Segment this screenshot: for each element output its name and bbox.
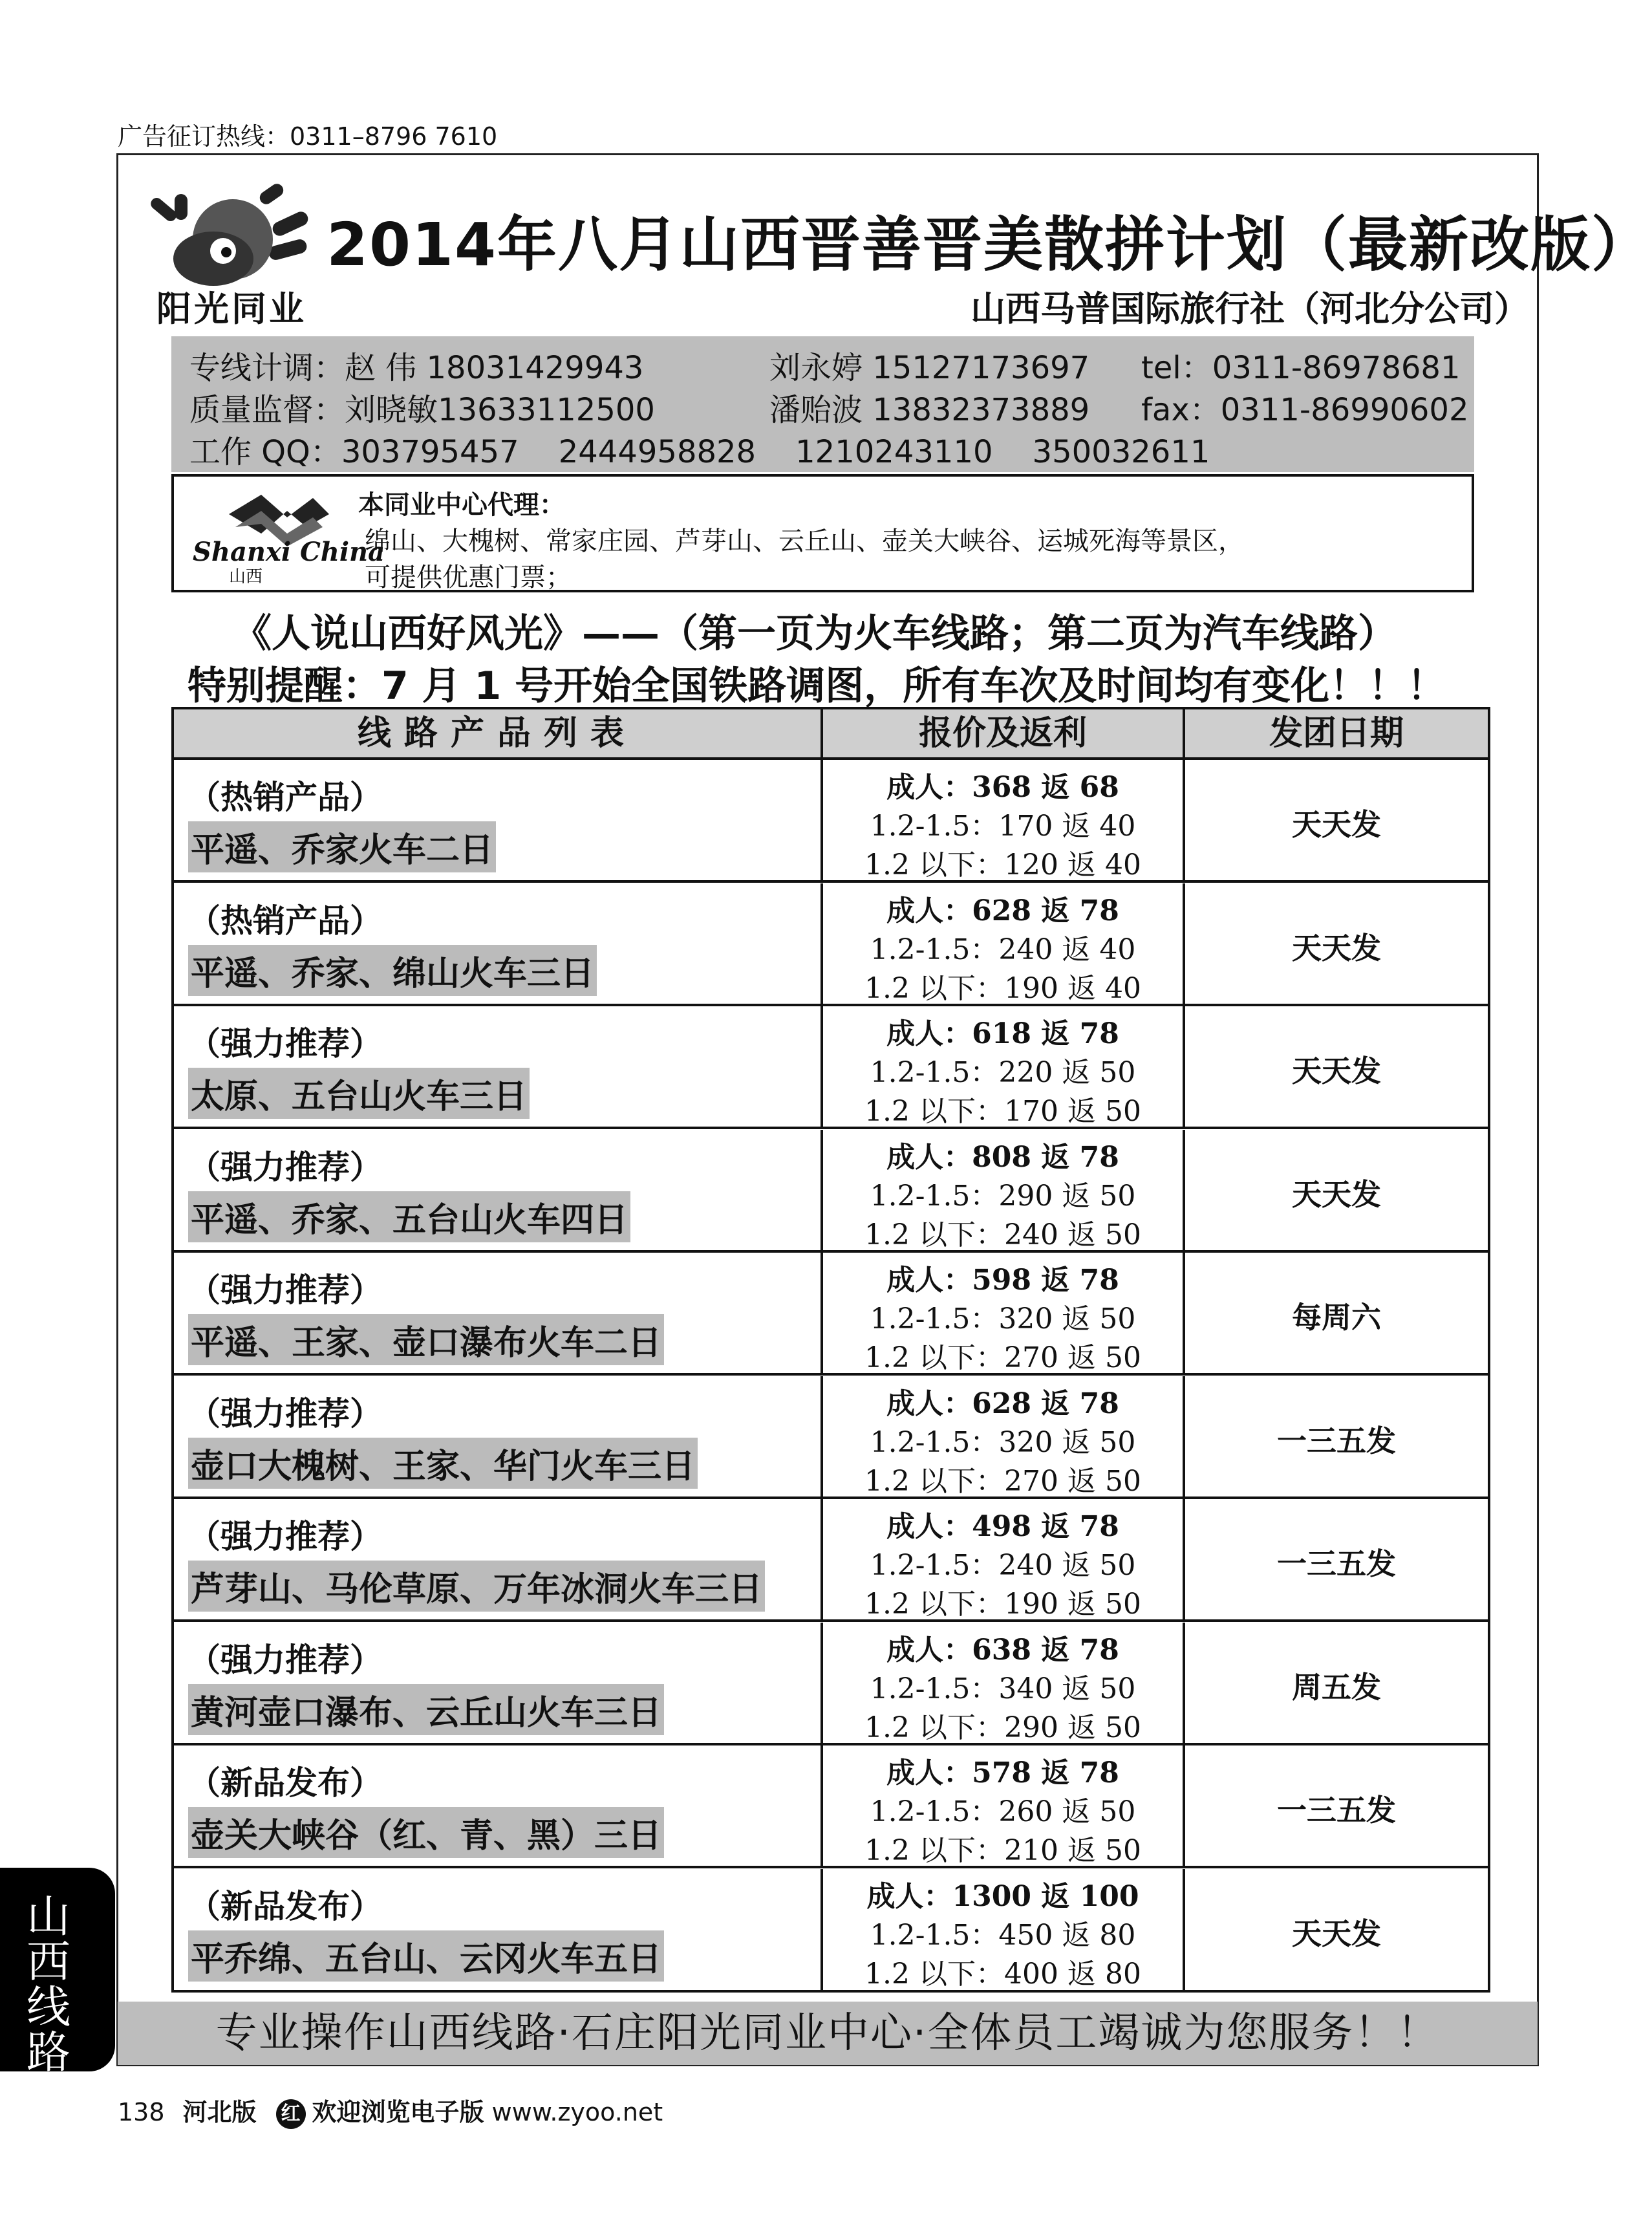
- infant-price: 1.2 以下：120 返 40: [864, 848, 1141, 881]
- route-name: 芦芽山、马伦草原、万年冰洞火车三日: [188, 1561, 765, 1612]
- child-price: 1.2-1.5：320 返 50: [870, 1425, 1136, 1459]
- route-tag: （强力推荐）: [188, 1271, 382, 1309]
- adult-price: 成人：578 返 78: [886, 1756, 1119, 1789]
- agent-heading: 本同业中心代理：: [358, 490, 565, 520]
- route-tag: （强力推荐）: [188, 1518, 382, 1555]
- page-footer: [118, 2092, 663, 2129]
- departure-schedule: 一三五发: [1277, 1423, 1396, 1458]
- shanxi-china-logo-icon: [190, 488, 385, 587]
- route-cell: [174, 883, 821, 1004]
- route-name: 平遥、王家、壶口瀑布火车二日: [188, 1314, 664, 1365]
- adult-price: 成人：638 返 78: [886, 1633, 1119, 1667]
- route-name: 平遥、乔家、五台山火车四日: [188, 1191, 630, 1242]
- welcome-text: 欢迎浏览电子版: [312, 2098, 484, 2126]
- route-cell: [174, 1869, 821, 1992]
- price-cell: [821, 1253, 1183, 1373]
- route-tag: （强力推荐）: [188, 1148, 382, 1186]
- infant-price: 1.2 以下：270 返 50: [864, 1464, 1141, 1498]
- contact-line2-a: 质量监督：刘晓敏13633112500: [189, 392, 655, 428]
- table-row: [174, 1130, 1488, 1253]
- departure-schedule: 天天发: [1292, 930, 1381, 966]
- contact-line1-b: 刘永婷 15127173697: [769, 350, 1090, 386]
- price-cell: [821, 1006, 1183, 1127]
- adult-price: 成人：628 返 78: [886, 894, 1119, 927]
- agent-ticket-note: 可提供优惠门票；: [365, 563, 572, 592]
- infant-price: 1.2 以下：290 返 50: [864, 1711, 1141, 1744]
- adult-price: 成人：628 返 78: [886, 1387, 1119, 1420]
- infant-price: 1.2 以下：170 返 50: [864, 1095, 1141, 1128]
- departure-schedule: 天天发: [1292, 1916, 1381, 1951]
- departure-cell: [1183, 1006, 1488, 1127]
- route-cell: [174, 760, 821, 880]
- price-cell: [821, 1745, 1183, 1866]
- child-price: 1.2-1.5：290 返 50: [870, 1179, 1136, 1213]
- price-cell: [821, 1499, 1183, 1619]
- route-cell: [174, 1130, 821, 1250]
- logo-sub: 山西: [229, 567, 263, 587]
- price-cell: [821, 760, 1183, 880]
- contact-line1-a: 专线计调：赵 伟 18031429943: [189, 350, 644, 386]
- route-name: 平遥、乔家、绵山火车三日: [188, 945, 597, 996]
- infant-price: 1.2 以下：270 返 50: [864, 1341, 1141, 1374]
- departure-schedule: 天天发: [1292, 1053, 1381, 1088]
- table-row: [174, 1745, 1488, 1868]
- section-tab-char: 路: [26, 2027, 70, 2079]
- departure-schedule: 天天发: [1292, 1176, 1381, 1212]
- section-tab-char: 西: [26, 1937, 70, 1988]
- route-tag: （强力推荐）: [188, 1025, 382, 1063]
- route-tag: （热销产品）: [188, 779, 382, 816]
- infant-price: 1.2 以下：400 返 80: [864, 1957, 1141, 1991]
- route-name: 黄河壶口瀑布、云丘山火车三日: [188, 1684, 664, 1735]
- adult-price: 成人：808 返 78: [886, 1140, 1119, 1174]
- route-tag: （热销产品）: [188, 902, 382, 940]
- price-cell: [821, 883, 1183, 1004]
- departure-schedule: 周五发: [1292, 1669, 1381, 1705]
- child-price: 1.2-1.5：450 返 80: [870, 1918, 1136, 1952]
- logo-name: 阳光同业: [156, 288, 306, 329]
- child-price: 1.2-1.5：260 返 50: [870, 1795, 1136, 1828]
- logo-wordmark: Shanxi China: [193, 537, 385, 567]
- departure-cell: [1183, 1623, 1488, 1743]
- route-tag: （强力推荐）: [188, 1394, 382, 1432]
- departure-cell: [1183, 1253, 1488, 1373]
- route-name: 平遥、乔家火车二日: [188, 821, 496, 872]
- price-cell: [821, 1869, 1183, 1992]
- route-name: 平乔绵、五台山、云冈火车五日: [188, 1930, 664, 1982]
- infant-price: 1.2 以下：190 返 50: [864, 1588, 1141, 1621]
- departure-cell: [1183, 1376, 1488, 1496]
- section-tab: [0, 1868, 115, 2079]
- contact-band: [171, 336, 1474, 472]
- contact-line2-b: 潘贻波 13832373889: [769, 392, 1090, 428]
- route-cell: [174, 1745, 821, 1866]
- agent-scenic-list: 绵山、大槐树、常家庄园、芦芽山、云丘山、壶关大峡谷、运城死海等景区，: [365, 526, 1244, 556]
- route-table: [171, 707, 1490, 1993]
- page-title: 2014年八月山西晋善晋美散拼计划（最新改版）: [327, 210, 1652, 279]
- adult-price: 成人：368 返 68: [886, 771, 1119, 804]
- special-reminder: 特别提醒：7 月 1 号开始全国铁路调图，所有车次及时间均有变化！！！: [188, 664, 1446, 709]
- contact-qq: 工作 QQ：303795457 2444958828 1210243110 350032611: [189, 434, 1210, 470]
- ad-hotline: 广告征订热线：0311–8796 7610: [118, 122, 498, 151]
- departure-schedule: 一三五发: [1277, 1546, 1396, 1581]
- agency-name: 山西马普国际旅行社（河北分公司）: [971, 288, 1529, 329]
- table-row: [174, 1006, 1488, 1129]
- route-name: 壶关大峡谷（红、青、黑）三日: [188, 1807, 664, 1858]
- child-price: 1.2-1.5：340 返 50: [870, 1672, 1136, 1705]
- departure-schedule: 一三五发: [1277, 1793, 1396, 1828]
- scenic-agent-box: [171, 474, 1474, 592]
- route-cell: [174, 1623, 821, 1743]
- bottom-banner: 专业操作山西线路·石庄阳光同业中心·全体员工竭诚为您服务！！: [118, 2002, 1538, 2065]
- route-tag: （新品发布）: [188, 1764, 382, 1802]
- contact-fax: fax：0311-86990602: [1141, 392, 1469, 428]
- infant-price: 1.2 以下：190 返 40: [864, 971, 1141, 1005]
- child-price: 1.2-1.5：220 返 50: [870, 1056, 1136, 1089]
- hong-icon: 红: [276, 2099, 306, 2129]
- departure-cell: [1183, 1499, 1488, 1619]
- infant-price: 1.2 以下：240 返 50: [864, 1218, 1141, 1251]
- table-row: [174, 1253, 1488, 1376]
- table-row: [174, 883, 1488, 1006]
- section-tab-char: 山: [26, 1892, 70, 1943]
- table-row: [174, 1623, 1488, 1745]
- departure-cell: [1183, 1745, 1488, 1866]
- contact-tel: tel：0311-86978681: [1141, 350, 1461, 386]
- edition-label: 河北版: [182, 2098, 257, 2126]
- child-price: 1.2-1.5：320 返 50: [870, 1302, 1136, 1335]
- child-price: 1.2-1.5：240 返 40: [870, 933, 1136, 966]
- departure-cell: [1183, 1869, 1488, 1992]
- child-price: 1.2-1.5：240 返 50: [870, 1549, 1136, 1582]
- adult-price: 成人：1300 返 100: [866, 1879, 1139, 1913]
- departure-cell: [1183, 760, 1488, 880]
- header-route-list: 线路产品列表: [174, 709, 821, 760]
- route-cell: [174, 1499, 821, 1619]
- price-cell: [821, 1376, 1183, 1496]
- site-url: www.zyoo.net: [491, 2098, 663, 2126]
- route-name: 太原、五台山火车三日: [188, 1068, 530, 1119]
- route-cell: [174, 1376, 821, 1496]
- price-cell: [821, 1130, 1183, 1250]
- header-price: 报价及返利: [821, 709, 1183, 760]
- page-number: 138: [118, 2098, 165, 2126]
- slogan-heading: 《人说山西好风光》——（第一页为火车线路；第二页为汽车线路）: [233, 611, 1397, 656]
- infant-price: 1.2 以下：210 返 50: [864, 1834, 1141, 1867]
- departure-cell: [1183, 1130, 1488, 1250]
- table-row: [174, 1376, 1488, 1499]
- table-row: [174, 1499, 1488, 1622]
- child-price: 1.2-1.5：170 返 40: [870, 810, 1136, 843]
- adult-price: 成人：598 返 78: [886, 1264, 1119, 1297]
- route-tag: （强力推荐）: [188, 1641, 382, 1679]
- departure-cell: [1183, 883, 1488, 1004]
- shanxi-china-logo: [190, 488, 385, 587]
- section-tab-char: 线: [26, 1982, 70, 2033]
- price-cell: [821, 1623, 1183, 1743]
- route-name: 壶口大槐树、王家、华门火车三日: [188, 1438, 698, 1489]
- route-cell: [174, 1006, 821, 1127]
- adult-price: 成人：498 返 78: [886, 1510, 1119, 1543]
- departure-schedule: 天天发: [1292, 807, 1381, 842]
- header-departure: 发团日期: [1183, 709, 1488, 760]
- table-row: [174, 1869, 1488, 1992]
- departure-schedule: 每周六: [1292, 1300, 1381, 1335]
- route-cell: [174, 1253, 821, 1373]
- table-row: [174, 760, 1488, 883]
- adult-price: 成人：618 返 78: [886, 1017, 1119, 1050]
- route-tag: （新品发布）: [188, 1887, 382, 1925]
